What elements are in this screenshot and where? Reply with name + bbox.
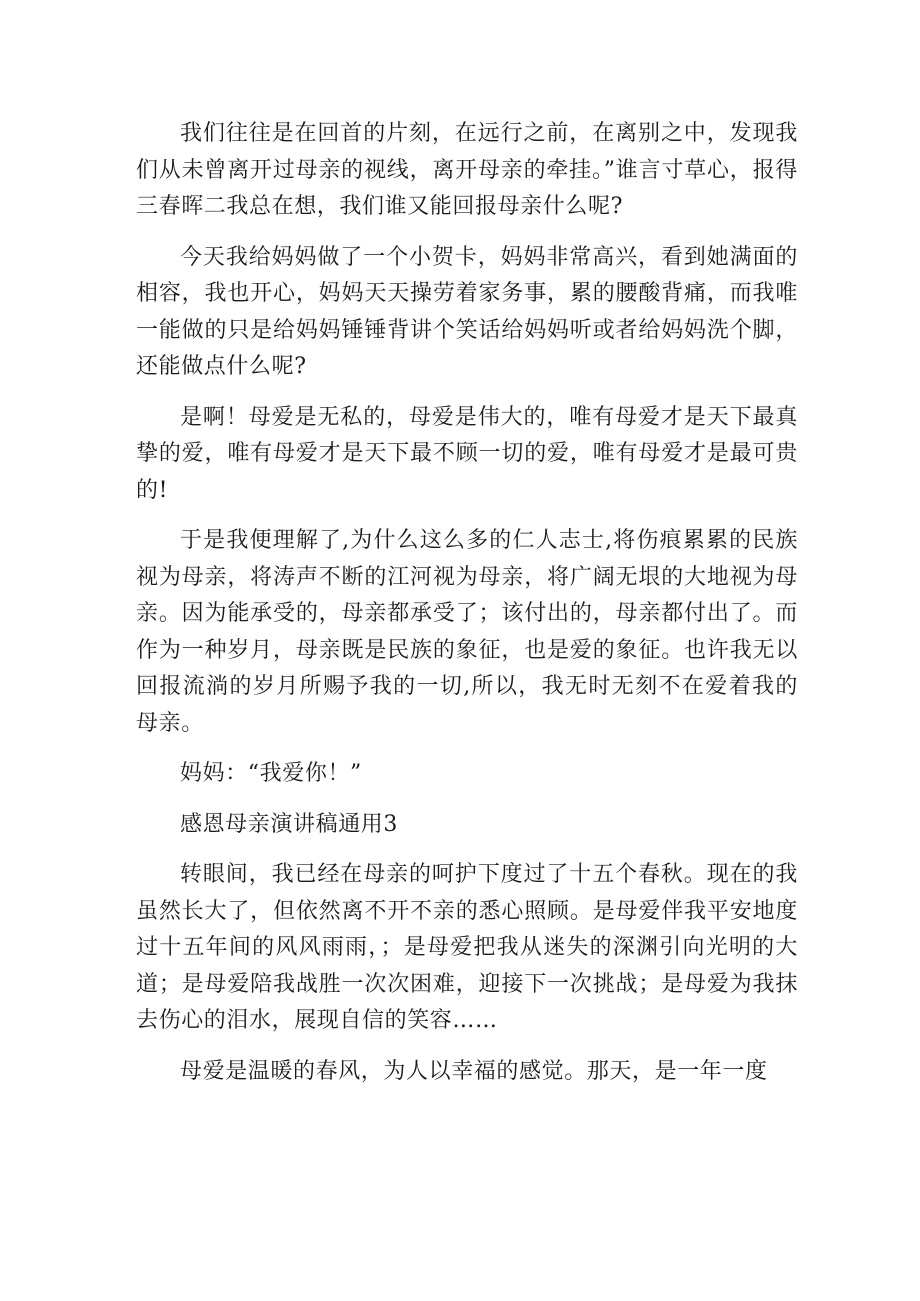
paragraph-7: 母爱是温暖的春风，为人以幸福的感觉。那天，是一年一度: [180, 1058, 768, 1084]
paragraph-2: 今天我给妈妈做了一个小贺卡，妈妈非常高兴，看到她满面的相容，我也开心，妈妈天天操劳着家务事，累的腰酸背痛，而我唯一能做的只是给妈妈锤锤背讲个笑话给妈妈听或者给妈妈洗个脚，还能做点什么呢?: [136, 244, 798, 379]
paragraph-1: 我们往往是在回首的片刻，在远行之前，在离别之中，发现我们从未曾离开过母亲的视线，离开母亲的牵挂。”谁言寸草心，报得三春晖二我总在想，我们谁又能回报母亲什么呢?: [136, 121, 798, 219]
paragraph-3: 是啊！母爱是无私的，母爱是伟大的，唯有母爱才是天下最真挚的爱，唯有母爱才是天下最不顾一切的爱，唯有母爱才是最可贵的!: [136, 404, 798, 503]
paragraph-6: 转眼间，我已经在母亲的呵护下度过了十五个春秋。现在的我虽然长大了，但依然离不开不亲的悉心照顾。是母爱伴我平安地度过十五年间的风风雨雨，；是母爱把我从迷失的深渊引向光明的大道；是母爱陪我战胜一次次困难，迎接下一次挑战；是母爱为我抹去伤心的泪水，展现自信的笑容……: [136, 862, 798, 1033]
document-body: [136, 116, 798, 1104]
section-heading: 感恩母亲演讲稿通用3: [180, 811, 398, 837]
paragraph-4: 于是我便理解了,为什么这么多的仁人志士,将伤痕累累的民族视为母亲，将涛声不断的江河视为母亲，将广阔无垠的大地视为母亲。因为能承受的，母亲都承受了；该付出的，母亲都付出了。而作为一种岁月，母亲既是民族的象征，也是爱的象征。也许我无以回报流淌的岁月所赐予我的一切,所以，我无时无刻不在爱着我的母亲。: [136, 528, 798, 736]
paragraph-5: 妈妈：“我爱你！”: [180, 761, 362, 786]
